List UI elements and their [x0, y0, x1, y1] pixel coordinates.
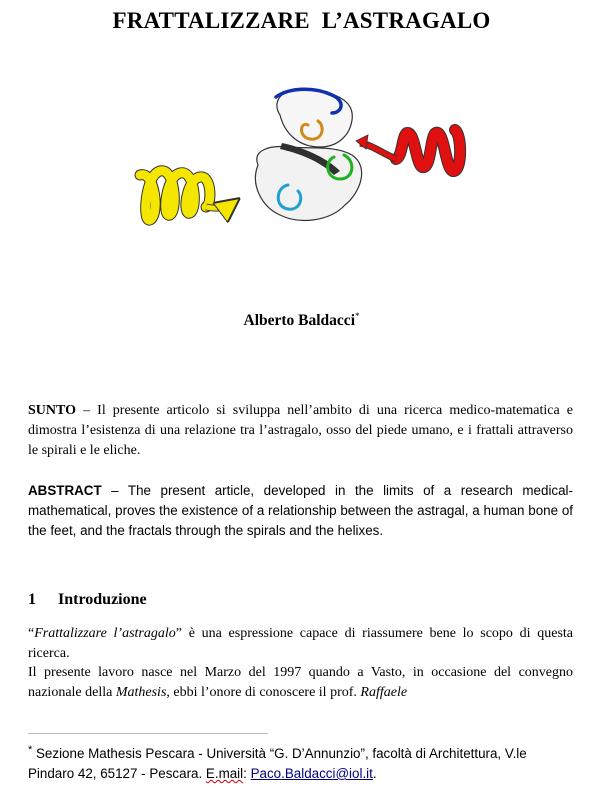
intro-paragraph-1: “Frattalizzare l’astragalo” è una espressione capace di riassumere bene lo scopo di questa ricerca.: [28, 626, 574, 661]
footnote-mark: *: [28, 744, 33, 756]
sunto-paragraph: SUNTO – Il presente articolo si sviluppa nell’ambito di una ricerca medico-matematica e dimostra l’esistenza di una relazione tra l’astragalo, osso del piede umano, e i frattali attraverso le spirali e le eliche.: [28, 403, 574, 458]
author-footnote-mark: *: [355, 311, 360, 321]
red-helix-arrow-icon: [356, 130, 460, 171]
section-title: Introduzione: [58, 591, 147, 608]
section-number: 1: [28, 591, 36, 608]
abstract-paragraph: ABSTRACT – The present article, developed in the limits of a research medical-mathematical, proves the existence of a relationship between the astragal, a human bone of the feet, and the fractals through the spirals and the helixes.: [28, 483, 573, 538]
email-link[interactable]: Paco.Baldacci@iol.it: [250, 766, 373, 781]
sunto-label: SUNTO: [28, 403, 76, 418]
page-title: FRATTALIZZARE L’ASTRAGALO: [112, 8, 491, 33]
footnote-separator: [28, 733, 268, 734]
astragalus-figure: [120, 75, 480, 235]
email-label: E.mail: [205, 766, 244, 781]
intro-paragraph-2: Il presente lavoro nasce nel Marzo del 1997 quando a Vasto, in occasione del convegno nazionale della Mathesis, ebbi l’onore di conoscere il prof. Raffaele: [28, 665, 573, 700]
author-name: Alberto Baldacci*: [243, 311, 360, 330]
abstract-label: ABSTRACT: [28, 483, 102, 498]
footnote: * Sezione Mathesis Pescara - Università “G. D’Annunzio”, facoltà di Architettura, V.le Pindaro 42, 65127 - Pescara. E.mail: Paco.Baldacci@iol.it.: [28, 744, 527, 781]
section-heading: [28, 591, 147, 609]
yellow-helix-arrow-icon: [140, 171, 236, 220]
